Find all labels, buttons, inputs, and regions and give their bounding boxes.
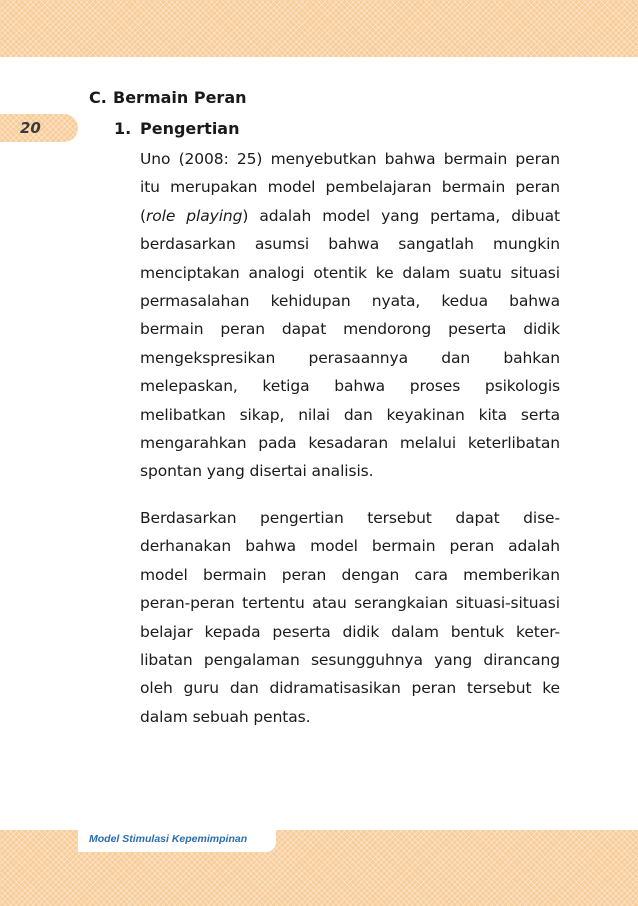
top-decorative-band [0,0,638,57]
footer-book-title: Model Stimulasi Kepemimpinan [89,833,248,845]
page-number: 20 [20,119,41,137]
section-heading [89,88,247,107]
subsection-heading [114,119,239,138]
paragraph-conclusion: Berdasarkan pengertian tersebut dapat dise-derhanakan bahwa model bermain peran adalah model bermain peran dengan cara memberikan peran-peran tertentu atau serangkaian situasi-situasi belajar kepada peserta didik dalam bentuk keter-libatan pengalaman sesungguhnya yang dirancang oleh guru dan didramatisasikan peran tersebut ke dalam sebuah pentas. [140,509,560,726]
subsection-title: Pengertian [140,119,240,138]
paragraph-definition-part2: ) adalah model yang pertama, dibuat berdasarkan asumsi bahwa sangatlah mungkin menciptakan analogi otentik ke dalam suatu situasi permasalahan kehidupan nyata, kedua bahwa bermain peran dapat mendorong peserta didik mengekspresikan perasaannya dan bahkan melepaskan, ketiga bahwa proses psikologis melibatkan sikap, nilai dan keyakinan kita serta mengarahkan pada kesadaran melalui keterlibatan spontan yang disertai analisis. [140,206,560,481]
paragraph-definition-part1: Uno (2008: 25) menyebutkan bahwa bermain peran itu merupakan model pembelajaran bermain peran ( [140,150,560,225]
section-title: Bermain Peran [113,88,247,107]
paragraph-definition [140,145,560,486]
section-label: C. [89,88,107,107]
subsection-label: 1. [114,119,132,138]
role-playing-term: role playing [145,206,243,225]
